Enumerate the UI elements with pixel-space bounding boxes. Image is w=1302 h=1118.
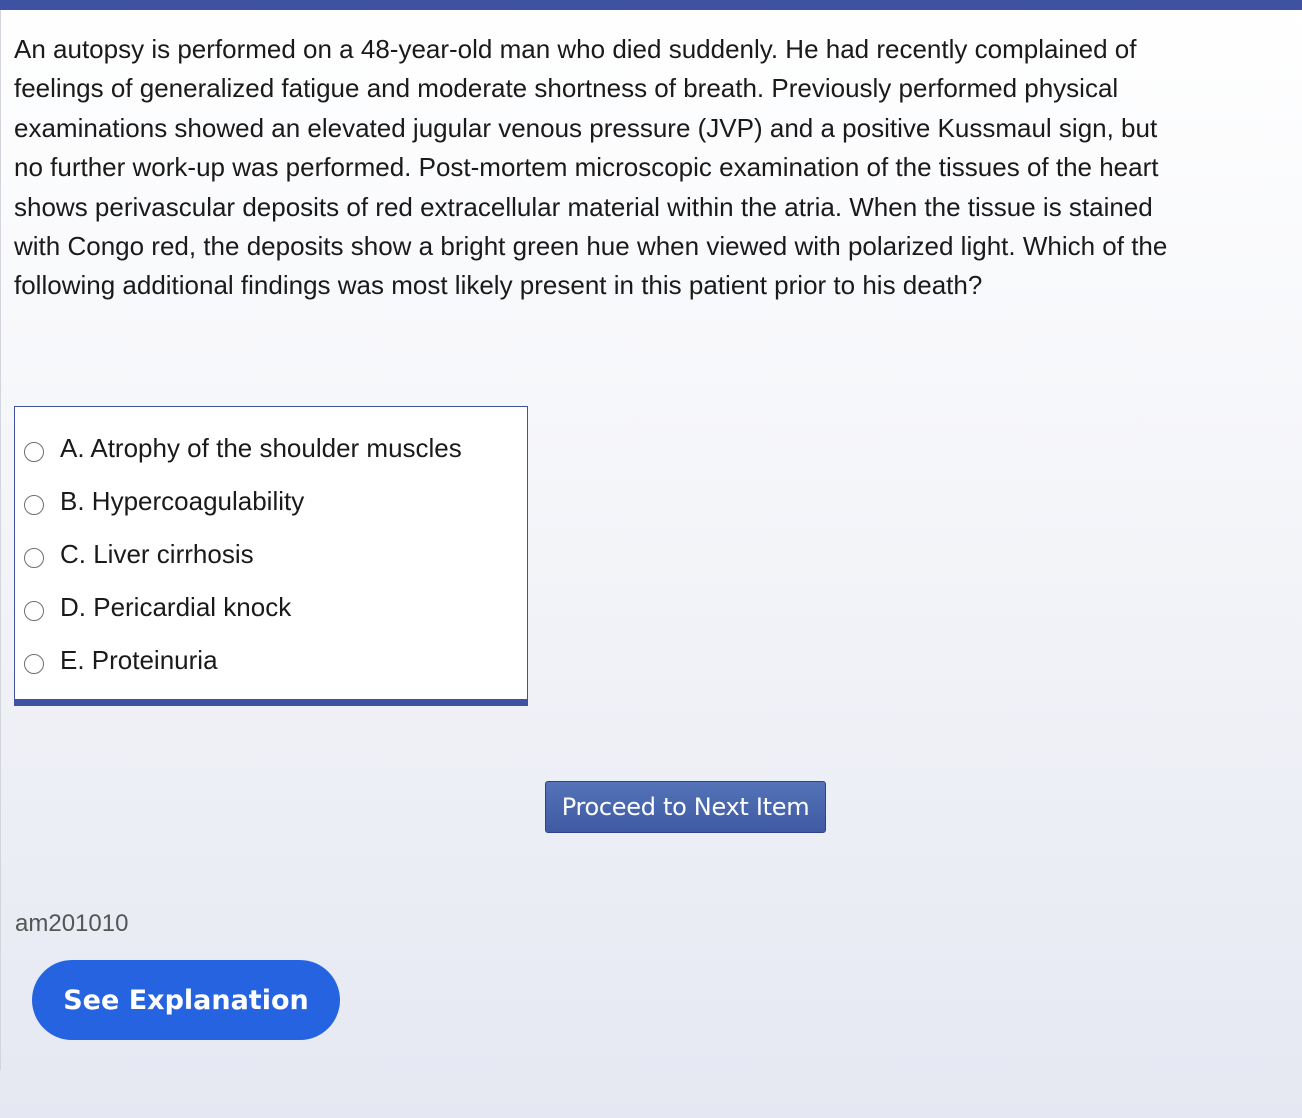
answer-option-e[interactable] — [24, 640, 218, 680]
answer-option-b[interactable] — [24, 481, 304, 521]
answer-option-label: C. Liver cirrhosis — [60, 538, 254, 569]
answer-option-label: A. Atrophy of the shoulder muscles — [60, 432, 462, 463]
proceed-next-item-button[interactable]: Proceed to Next Item — [545, 781, 826, 833]
left-border — [0, 10, 1, 1070]
answer-option-label: E. Proteinuria — [60, 644, 218, 675]
top-accent-bar — [0, 0, 1302, 10]
radio-button-icon[interactable] — [24, 548, 44, 568]
answer-box-bottom-border — [14, 699, 528, 706]
question-stem: An autopsy is performed on a 48-year-old man who died suddenly. He had recently complained of feelings of generalized fatigue and moderate shortness of breath. Previously performed physical examinations showed an elevated jugular venous pressure (JVP) and a positive Kussmaul sign, but no further work-up was performed. Post-mortem microscopic examination of the tissues of the heart shows perivascular deposits of red extracellular material within the atria. When the tissue is stained with Congo red, the deposits show a bright green hue when viewed with polarized light. Which of the following additional findings was most likely present in this patient prior to his death? — [14, 34, 1168, 301]
radio-button-icon[interactable] — [24, 601, 44, 621]
answer-option-label: D. Pericardial knock — [60, 591, 292, 622]
question-id: am201010 — [15, 910, 129, 937]
see-explanation-button[interactable]: See Explanation — [32, 960, 340, 1040]
radio-button-icon[interactable] — [24, 654, 44, 674]
answer-option-c[interactable] — [24, 534, 254, 574]
answer-option-label: B. Hypercoagulability — [60, 485, 305, 516]
radio-button-icon[interactable] — [24, 442, 44, 462]
radio-button-icon[interactable] — [24, 495, 44, 515]
answer-option-d[interactable] — [24, 587, 291, 627]
answer-option-a[interactable] — [24, 428, 462, 468]
